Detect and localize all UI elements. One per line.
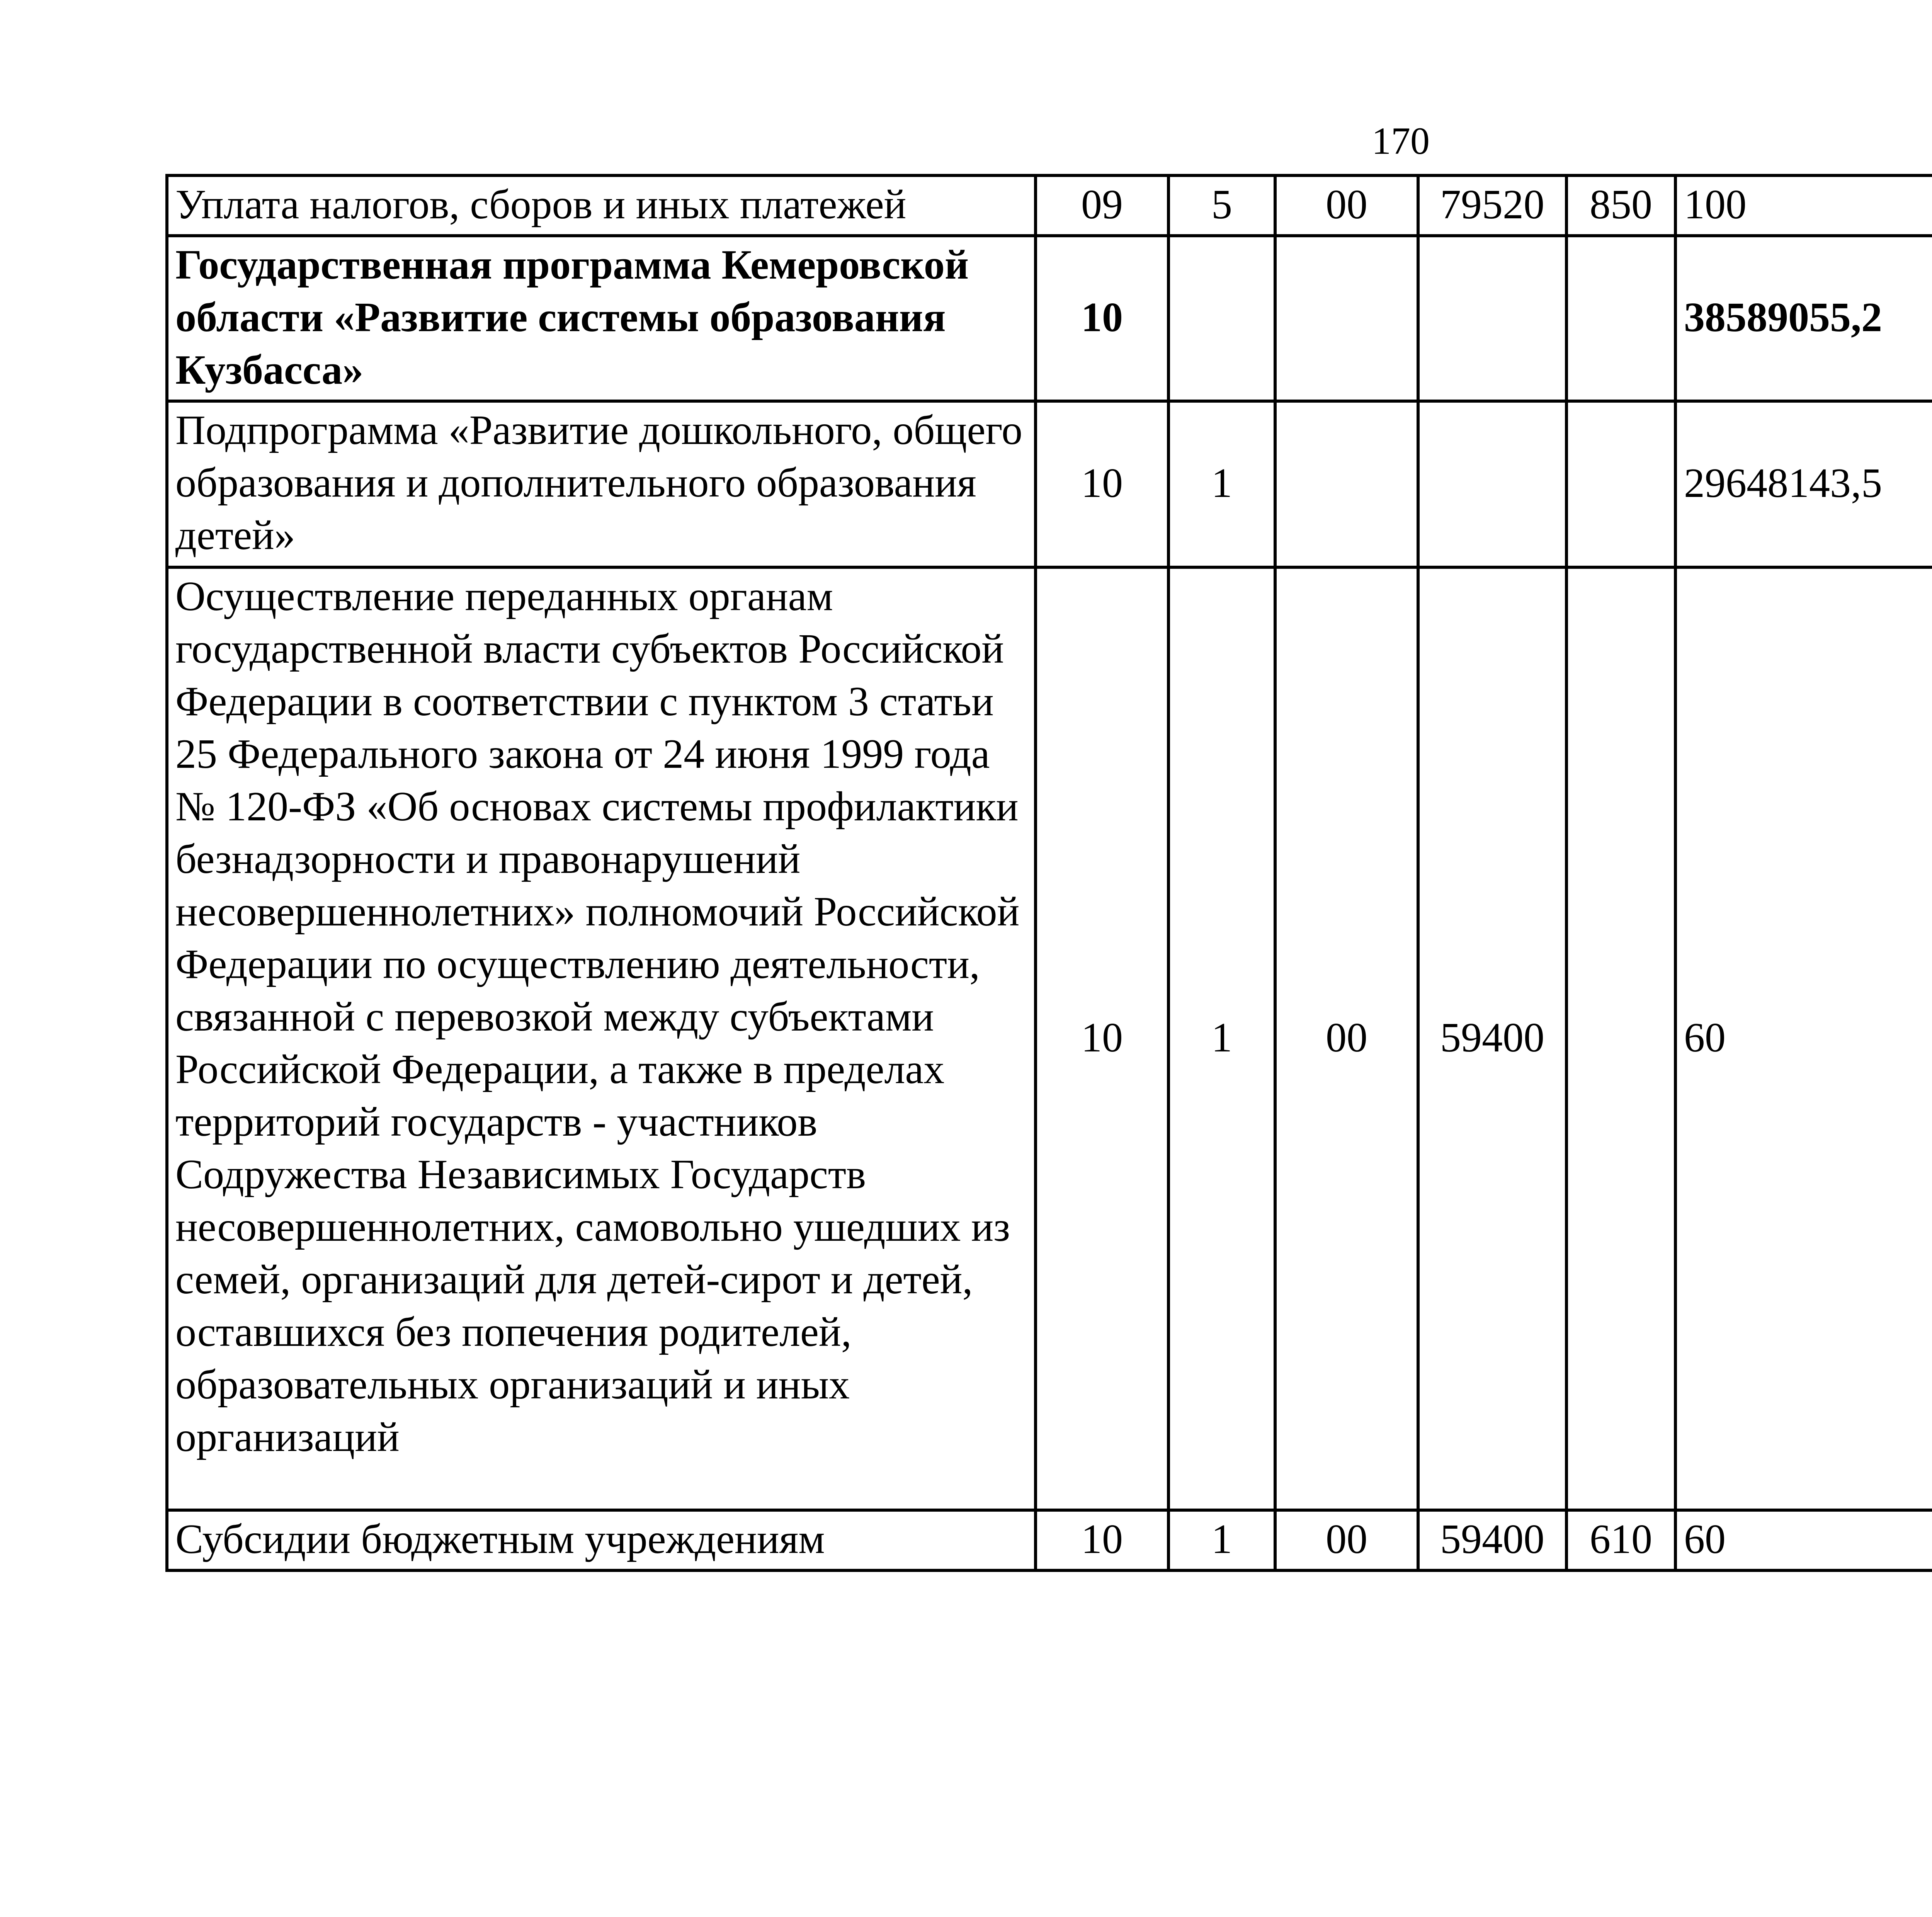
program-code: 1: [1168, 401, 1275, 567]
direction-code: 79520: [1418, 175, 1566, 236]
expense-type-code: [1566, 401, 1675, 567]
row-name: Субсидии бюджетным учреждениям: [167, 1510, 1036, 1570]
program-code: 1: [1168, 1510, 1275, 1570]
expense-type-code: [1566, 236, 1675, 401]
direction-code: [1418, 236, 1566, 401]
subprogram-code: [1275, 236, 1418, 401]
row-name: Уплата налогов, сборов и иных платежей: [167, 175, 1036, 236]
section-code: 10: [1036, 1510, 1168, 1570]
direction-code: 59400: [1418, 1510, 1566, 1570]
expense-type-code: 610: [1566, 1510, 1675, 1570]
amount-year-1: 60: [1675, 567, 1932, 1510]
row-name: Подпрограмма «Развитие дошкольного, общего образования и дополнительного образования детей»: [167, 401, 1036, 567]
section-code: 10: [1036, 401, 1168, 567]
amount-year-1: 38589055,2: [1675, 236, 1932, 401]
table-row: [167, 236, 1932, 401]
subprogram-code: 00: [1275, 1510, 1418, 1570]
amount-year-1: 100: [1675, 175, 1932, 236]
direction-code: [1418, 401, 1566, 567]
subprogram-code: [1275, 401, 1418, 567]
table-row: [167, 401, 1932, 567]
page-number: 170: [1372, 119, 1430, 162]
subprogram-code: 00: [1275, 567, 1418, 1510]
table-row: [167, 1510, 1932, 1570]
expense-type-code: [1566, 567, 1675, 1510]
section-code: 10: [1036, 567, 1168, 1510]
program-code: [1168, 236, 1275, 401]
amount-year-1: 60: [1675, 1510, 1932, 1570]
row-name: Государственная программа Кемеровской области «Развитие системы образования Кузбасса»: [167, 236, 1036, 401]
program-code: 1: [1168, 567, 1275, 1510]
subprogram-code: 00: [1275, 175, 1418, 236]
table-row: [167, 567, 1932, 1510]
section-code: 09: [1036, 175, 1168, 236]
budget-table: [165, 174, 1932, 1572]
section-code: 10: [1036, 236, 1168, 401]
table-row: [167, 175, 1932, 236]
program-code: 5: [1168, 175, 1275, 236]
row-name: Осуществление переданных органам государственной власти субъектов Российской Федерации в соответствии с пунктом 3 статьи 25 Федерального закона от 24 июня 1999 года № 120-ФЗ «Об основах системы профилактики безнадзорности и правонарушений несовершеннолетних» полномочий Российской Федерации по осуществлению деятельности, связанной с перевозкой между субъектами Российской Федерации, а также в пределах территорий государств - участников Содружества Независимых Государств несовершеннолетних, самовольно ушедших из семей, организаций для детей-сирот и детей, оставшихся без попечения родителей, образовательных организаций и иных организаций: [167, 567, 1036, 1510]
expense-type-code: 850: [1566, 175, 1675, 236]
amount-year-1: 29648143,5: [1675, 401, 1932, 567]
direction-code: 59400: [1418, 567, 1566, 1510]
